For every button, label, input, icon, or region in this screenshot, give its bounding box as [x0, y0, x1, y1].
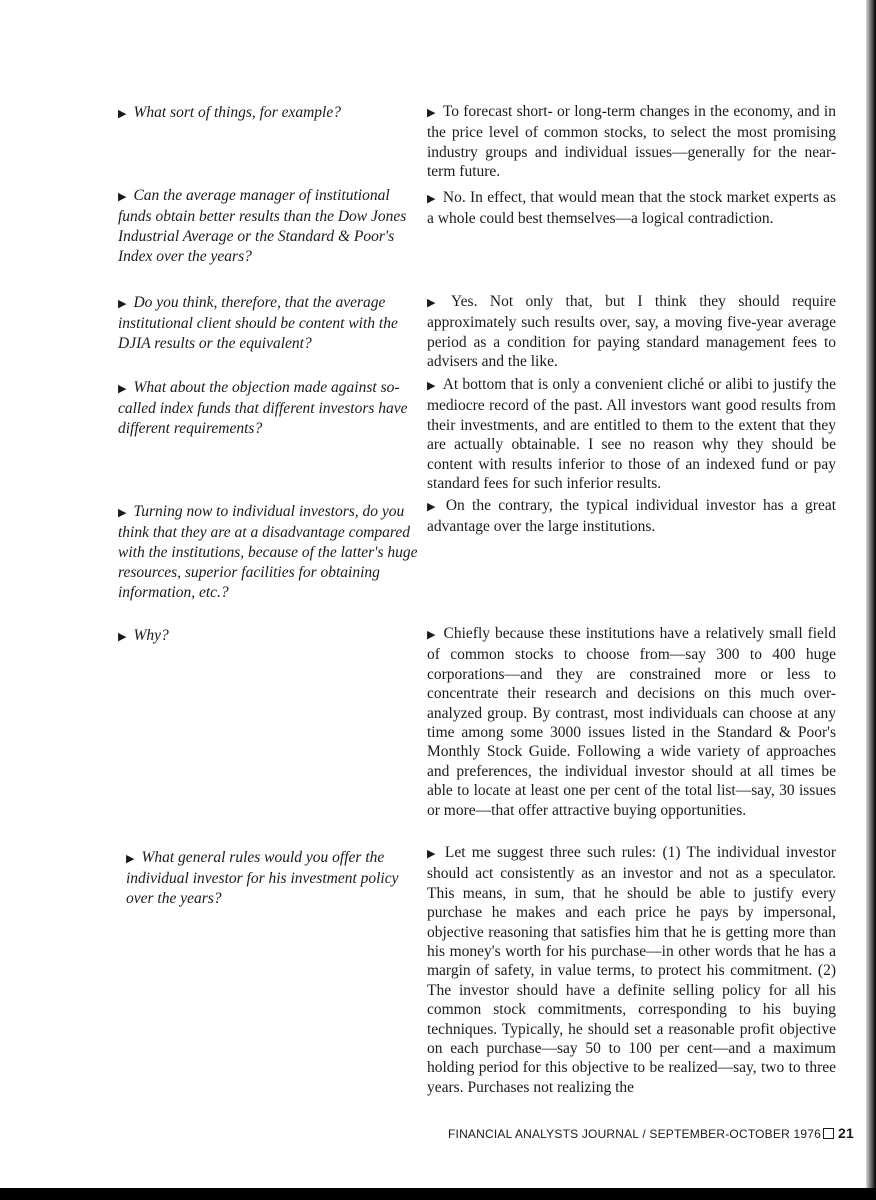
scan-edge-bottom	[0, 1188, 876, 1200]
question-3-text: Do you think, therefore, that the average institutional client should be content with the DJIA results or the equivalent?	[118, 294, 398, 352]
square-separator-icon	[823, 1128, 834, 1139]
triangle-bullet-icon: ▶	[427, 107, 436, 119]
question-1	[118, 103, 418, 124]
triangle-bullet-icon: ▶	[427, 297, 445, 309]
triangle-bullet-icon: ▶	[118, 108, 127, 120]
triangle-bullet-icon: ▶	[427, 848, 438, 860]
question-5-text: Turning now to individual investors, do you think that they are at a disadvantage compared with the institutions, because of the latter's huge resources, superior facilities for obtaining information, etc.?	[118, 503, 418, 601]
answer-6	[427, 624, 836, 820]
triangle-bullet-icon: ▶	[118, 631, 127, 643]
triangle-bullet-icon: ▶	[118, 383, 127, 395]
answer-7	[427, 843, 836, 1097]
question-5	[118, 502, 418, 603]
answer-4	[427, 375, 836, 493]
question-6-text: Why?	[133, 627, 169, 644]
answer-5-text: On the contrary, the typical individual investor has a great advantage over the large institutions.	[427, 497, 837, 536]
page-footer	[448, 1125, 854, 1141]
question-3	[118, 293, 418, 354]
scan-edge-right	[866, 0, 876, 1188]
triangle-bullet-icon: ▶	[118, 191, 127, 203]
answer-7-text: Let me suggest three such rules: (1) The individual investor should act consistently as an investor and not as a speculator. This means, in sum, that he should be able to justify every purchase he makes and each price he pays by impersonal, objective reasoning that satisfies him that he is getting more than his money's worth for his purchase—in other words that he has a margin of safety, in value terms, to protect his commitment. (2) The investor should have a definite selling policy for all his common stock commitments, corresponding to his buying techniques. Typically, he should set a reasonable profit objective on each purchase—say 50 to 100 per cent—and a maximum holding period for this objective to be realized—say, two to three years. Purchases not realizing the	[427, 844, 836, 1096]
answer-5	[427, 496, 836, 537]
answer-2	[427, 188, 836, 229]
triangle-bullet-icon: ▶	[427, 629, 437, 641]
triangle-bullet-icon: ▶	[427, 501, 439, 513]
triangle-bullet-icon: ▶	[118, 298, 127, 310]
answer-1-text: To forecast short- or long-term changes in the economy, and in the price level of common stocks, to select the most promising industry groups and individual issues—generally for the near-term future.	[427, 103, 836, 181]
triangle-bullet-icon: ▶	[126, 853, 135, 865]
triangle-bullet-icon: ▶	[427, 380, 436, 392]
answer-1	[427, 102, 836, 182]
question-4-text: What about the objection made against so-called index funds that different investors have different requirements?	[118, 379, 408, 437]
question-7-text: What general rules would you offer the individual investor for his investment policy over the years?	[126, 849, 399, 907]
triangle-bullet-icon: ▶	[427, 193, 436, 205]
triangle-bullet-icon: ▶	[118, 507, 127, 519]
question-2	[118, 186, 418, 267]
page-number: 21	[837, 1125, 854, 1141]
question-7	[126, 848, 418, 909]
answer-6-text: Chiefly because these institutions have a relatively small field of common stocks to choose from—say 300 to 400 huge corporations—and they are constrained more or less to concentrate their research and decisions on this much over-analyzed group. By contrast, most individuals can choose at any time among some 3000 issues listed in the Standard & Poor's Monthly Stock Guide. Following a wide variety of approaches and preferences, the individual investor should at all times be able to locate at least one per cent of the total list—say, 30 issues or more—that offer attractive buying opportunities.	[427, 625, 836, 819]
question-2-text: Can the average manager of institutional funds obtain better results than the Dow Jones Industrial Average or the Standard & Poor's Index over the years?	[118, 187, 407, 265]
answer-2-text: No. In effect, that would mean that the stock market experts as a whole could best themselves—a logical contradiction.	[427, 189, 836, 228]
answer-3-text: Yes. Not only that, but I think they should require approximately such results over, say, a moving five-year average period as a condition for paying standard management fees to advisers and the like.	[427, 293, 836, 371]
journal-name: FINANCIAL ANALYSTS JOURNAL / SEPTEMBER-OCTOBER 1976	[448, 1127, 821, 1141]
question-6	[118, 626, 418, 647]
question-4	[118, 378, 418, 439]
answer-4-text: At bottom that is only a convenient cliché or alibi to justify the mediocre record of the past. All investors want good results from their investments, and are entitled to them to the extent that they are actually obtainable. I see no reason why they should be content with results inferior to those of an indexed fund or pay standard fees for such inferior results.	[427, 376, 836, 493]
question-1-text: What sort of things, for example?	[133, 104, 341, 121]
answer-3	[427, 292, 836, 372]
